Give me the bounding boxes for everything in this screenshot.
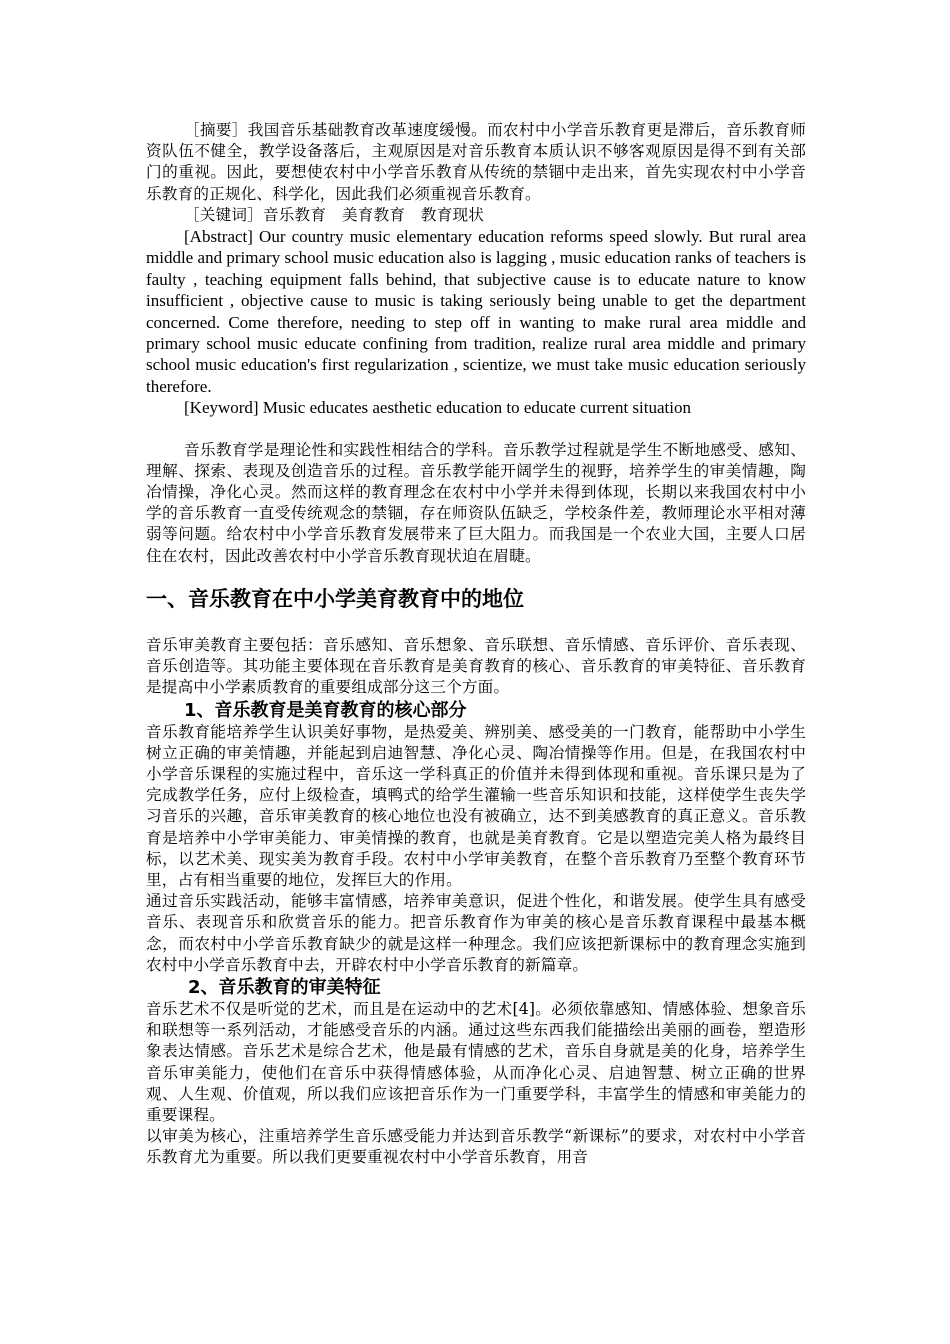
subsection-1-paragraph-1: 音乐教育能培养学生认识美好事物，是热爱美、辨别美、感受美的一门教育，能帮助中小学生树立正确的审美情趣，并能起到启迪智慧、净化心灵、陶冶情操等作用。但是，在我国农村中小学音乐课程的实施过程中，音乐这一学科真正的价值并未得到体现和重视。音乐课只是为了完成教学任务，应付上级检查，填鸭式的给学生灌输一些音乐知识和技能，这样使学生丧失学习音乐的兴趣，音乐审美教育的核心地位也没有被确立，达不到美感教育的真正意义。音乐教育是培养中小学审美能力、审美情操的教育，也就是美育教育。它是以塑造完美人格为最终目标，以艺术美、现实美为教育手段。农村中小学审美教育，在整个音乐教育乃至整个教育环节里，占有相当重要的地位，发挥巨大的作用。 xyxy=(146,722,806,889)
abstract-cn: ［摘要］我国音乐基础教育改革速度缓慢。而农村中小学音乐教育更是滞后，音乐教育师资队伍不健全，教学设备落后，主观原因是对音乐教育本质认识不够客观原因是得不到有关部门的重视。因此，要想使农村中小学音乐教育从传统的禁锢中走出来，首先实现农村中小学音乐教育的正规化、科学化，因此我们必须重视音乐教育。 xyxy=(146,121,806,203)
subsection-2-heading: 2、音乐教育的审美特征 xyxy=(188,976,381,998)
document-page xyxy=(146,120,806,1169)
keywords-en: [Keyword] Music educates aesthetic education to educate current situation xyxy=(184,398,691,418)
section-1-paragraph: 音乐审美教育主要包括：音乐感知、音乐想象、音乐联想、音乐情感、音乐评价、音乐表现、音乐创造等。其功能主要体现在音乐教育是美育教育的核心、音乐教育的审美特征、音乐教育是提高中小学素质教育的重要组成部分这三个方面。 xyxy=(146,635,806,697)
abstract-en: [Abstract] Our country music elementary education reforms speed slowly. But rural area middle and primary school music education also is lagging , music education ranks of teachers is faulty , teaching equipment falls behind, that subjective cause is to educate nature to know insufficient , objective cause to music is taking seriously being unable to get the department concerned. Come therefore, needing to step off in wanting to make rural area middle and primary school music educate confining from tradition, realize rural area middle and primary school music education's first regularization , scientize, we must take music education seriously therefore. xyxy=(146,227,806,396)
section-1-heading: 一、音乐教育在中小学美育教育中的地位 xyxy=(146,586,524,611)
blank-line xyxy=(146,419,806,440)
subsection-2-paragraph-1: 音乐艺术不仅是听觉的艺术，而且是在运动中的艺术[4]。必须依靠感知、情感体验、想象音乐和联想等一系列活动，才能感受音乐的内涵。通过这些东西我们能描绘出美丽的画卷，塑造形象表达情感。音乐艺术是综合艺术，他是最有情感的艺术，音乐自身就是美的化身，培养学生音乐审美能力，使他们在音乐中获得情感体验，从而净化心灵、启迪智慧、树立正确的世界观、人生观、价值观，所以我们应该把音乐作为一门重要学科，丰富学生的情感和审美能力的重要课程。 xyxy=(146,999,806,1124)
intro-paragraph: 音乐教育学是理论性和实践性相结合的学科。音乐教学过程就是学生不断地感受、感知、理解、探索、表现及创造音乐的过程。音乐教学能开阔学生的视野，培养学生的审美情趣，陶冶情操，净化心灵。然而这样的教育理念在农村中小学并未得到体现，长期以来我国农村中小学的音乐教育一直受传统观念的禁锢，存在师资队伍缺乏，学校条件差，教师理论水平相对薄弱等问题。给农村中小学音乐教育发展带来了巨大阻力。而我国是一个农业大国，主要人口居住在农村，因此改善农村中小学音乐教育现状迫在眉睫。 xyxy=(146,440,806,565)
subsection-2-paragraph-2: 以审美为核心，注重培养学生音乐感受能力并达到音乐教学“新课标”的要求，对农村中小学音乐教育尤为重要。所以我们更要重视农村中小学音乐教育，用音 xyxy=(146,1127,806,1167)
keywords-cn: ［关键词］音乐教育 美育教育 教育现状 xyxy=(184,205,485,224)
subsection-1-paragraph-2: 通过音乐实践活动，能够丰富情感，培养审美意识，促进个性化，和谐发展。使学生具有感受音乐、表现音乐和欣赏音乐的能力。把音乐教育作为审美的核心是音乐教育课程中最基本概念，而农村中小学音乐教育缺少的就是这样一种理念。我们应该把新课标中的教育理念实施到农村中小学音乐教育中去，开辟农村中小学音乐教育的新篇章。 xyxy=(146,892,806,974)
subsection-1-heading: 1、音乐教育是美育教育的核心部分 xyxy=(184,699,467,721)
